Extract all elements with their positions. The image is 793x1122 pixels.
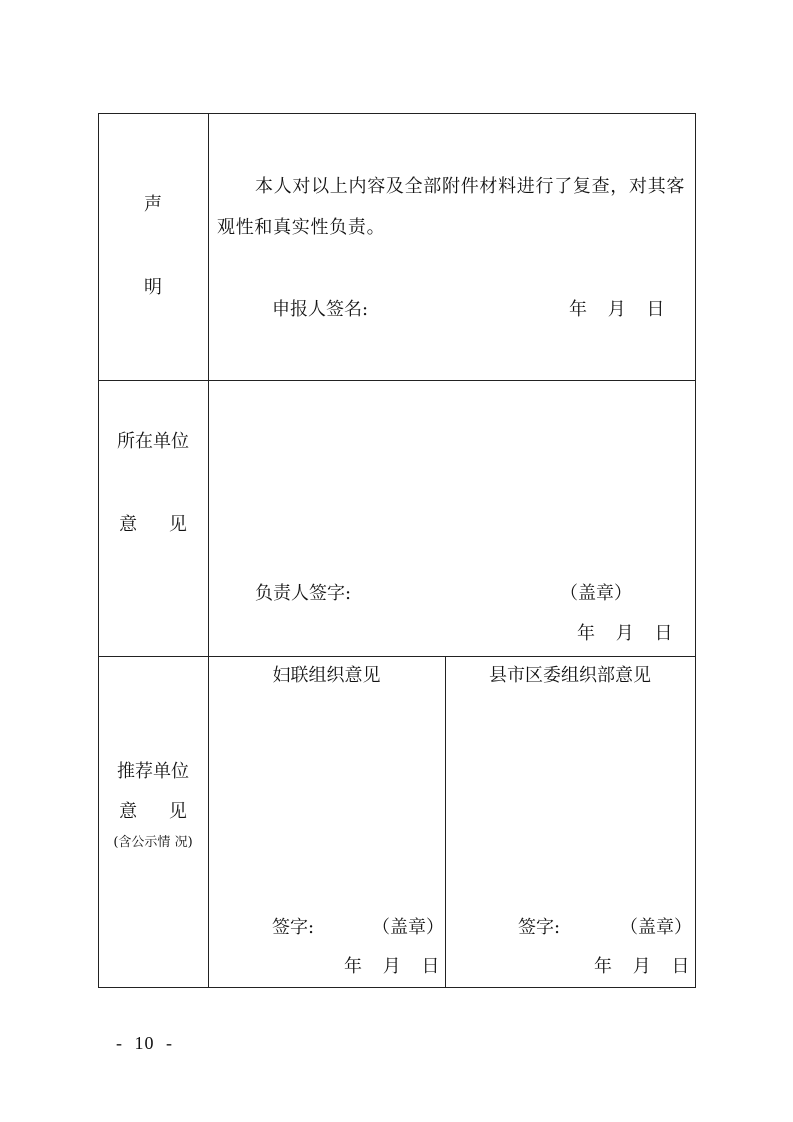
org-dept-signature-label: 签字:	[518, 917, 561, 938]
declaration-date: 年 月 日	[569, 299, 665, 320]
table-top-border	[98, 113, 696, 114]
unit-opinion-date: 年 月 日	[577, 623, 673, 644]
declaration-label-2: 明	[144, 277, 162, 298]
org-dept-seal: （盖章）	[620, 917, 692, 938]
declaration-text-line2: 观性和真实性负责。	[217, 217, 386, 238]
responsible-signature-label: 负责人签字:	[255, 583, 352, 604]
row-divider-2	[98, 656, 696, 657]
label-column-divider	[208, 113, 209, 988]
org-dept-date: 年 月 日	[594, 956, 690, 977]
unit-opinion-label-2: 意 见	[119, 514, 187, 535]
row-divider-1	[98, 380, 696, 381]
recommend-label-2: 意 见	[119, 801, 187, 822]
recommend-split-divider	[445, 656, 446, 988]
table-left-border	[98, 113, 99, 988]
womens-federation-title: 妇联组织意见	[272, 665, 381, 686]
womens-federation-date: 年 月 日	[344, 956, 440, 977]
recommend-label-note: (含公示情 况)	[113, 835, 193, 850]
table-bottom-border	[98, 987, 696, 988]
unit-seal-label: （盖章）	[560, 583, 632, 604]
womens-federation-signature-label: 签字:	[272, 917, 315, 938]
table-right-border	[695, 113, 696, 988]
org-dept-title: 县市区委组织部意见	[489, 665, 651, 686]
recommend-label-1: 推荐单位	[117, 761, 189, 782]
womens-federation-seal: （盖章）	[372, 917, 444, 938]
declaration-text-line1: 本人对以上内容及全部附件材料进行了复查，对其客	[255, 176, 686, 197]
applicant-signature-label: 申报人签名:	[272, 299, 369, 320]
declaration-label-1: 声	[144, 194, 162, 215]
page-number: - 10 -	[116, 1033, 173, 1053]
unit-opinion-label-1: 所在单位	[117, 431, 189, 452]
